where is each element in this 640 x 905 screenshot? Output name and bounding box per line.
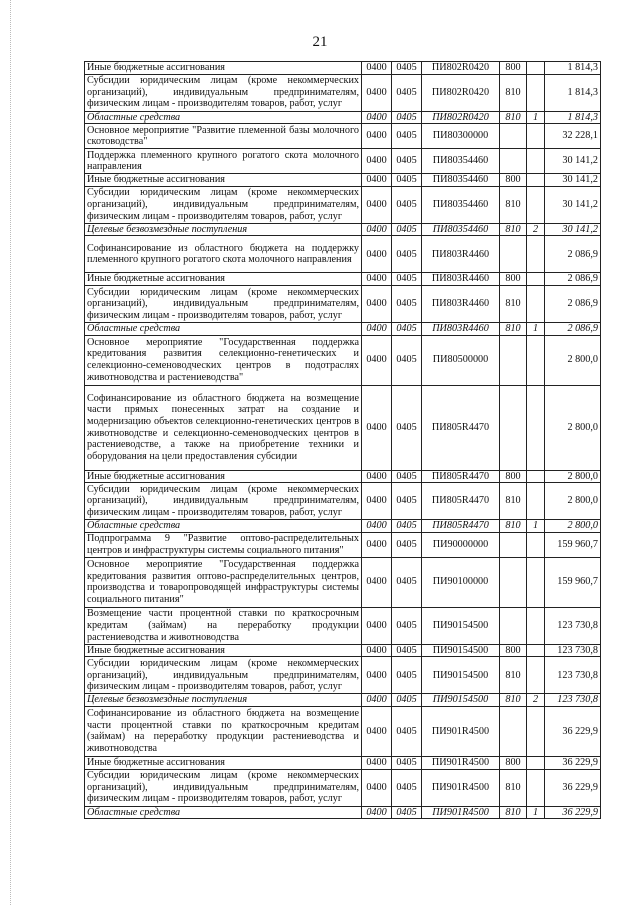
target-article-cell: ПИ802R0420 — [422, 62, 500, 75]
razdel-code-cell: 0405 — [392, 223, 422, 236]
expense-type-cell: 800 — [500, 62, 527, 75]
razdel-code-cell: 0405 — [392, 186, 422, 223]
target-article-cell: ПИ90154500 — [422, 694, 500, 707]
target-article-cell: ПИ805R4470 — [422, 520, 500, 533]
ved-code-cell: 0400 — [362, 385, 392, 470]
table-row — [85, 756, 601, 769]
row-name-cell: Поддержка племенного крупного рогатого скота молочного направления — [85, 149, 362, 174]
table-row — [85, 335, 601, 385]
target-article-cell: ПИ80300000 — [422, 124, 500, 149]
expense-type-cell: 810 — [500, 186, 527, 223]
razdel-code-cell: 0405 — [392, 285, 422, 322]
table-row — [85, 285, 601, 322]
table-row — [85, 149, 601, 174]
funding-source-cell — [527, 124, 545, 149]
row-name-cell: Иные бюджетные ассигнования — [85, 174, 362, 187]
razdel-code-cell: 0405 — [392, 483, 422, 520]
ved-code-cell: 0400 — [362, 756, 392, 769]
funding-source-cell — [527, 657, 545, 694]
amount-cell: 2 800,0 — [545, 470, 601, 483]
razdel-code-cell: 0405 — [392, 694, 422, 707]
target-article-cell: ПИ90154500 — [422, 607, 500, 644]
row-name-cell: Субсидии юридическим лицам (кроме некоммерческих организаций), индивидуальным предпринимателям, физическим лицам - производителям товаров, работ, услуг — [85, 769, 362, 806]
target-article-cell: ПИ901R4500 — [422, 756, 500, 769]
ved-code-cell: 0400 — [362, 607, 392, 644]
expense-type-cell: 800 — [500, 273, 527, 286]
ved-code-cell: 0400 — [362, 62, 392, 75]
table-row — [85, 385, 601, 470]
funding-source-cell — [527, 186, 545, 223]
table-row — [85, 111, 601, 124]
table-row — [85, 657, 601, 694]
amount-cell: 123 730,8 — [545, 694, 601, 707]
expense-type-cell — [500, 124, 527, 149]
budget-table — [84, 61, 601, 819]
target-article-cell: ПИ80354460 — [422, 223, 500, 236]
target-article-cell: ПИ802R0420 — [422, 74, 500, 111]
amount-cell: 36 229,9 — [545, 706, 601, 756]
page-number: 21 — [312, 34, 328, 50]
target-article-cell: ПИ901R4500 — [422, 706, 500, 756]
expense-type-cell: 810 — [500, 223, 527, 236]
target-article-cell: ПИ80354460 — [422, 174, 500, 187]
expense-type-cell — [500, 607, 527, 644]
table-row — [85, 769, 601, 806]
amount-cell: 36 229,9 — [545, 756, 601, 769]
target-article-cell: ПИ80500000 — [422, 335, 500, 385]
razdel-code-cell: 0405 — [392, 769, 422, 806]
ved-code-cell: 0400 — [362, 657, 392, 694]
razdel-code-cell: 0405 — [392, 62, 422, 75]
row-name-cell: Целевые безвозмездные поступления — [85, 694, 362, 707]
funding-source-cell — [527, 470, 545, 483]
row-name-cell: Областные средства — [85, 806, 362, 819]
amount-cell: 30 141,2 — [545, 223, 601, 236]
table-row — [85, 273, 601, 286]
ved-code-cell: 0400 — [362, 483, 392, 520]
funding-source-cell — [527, 706, 545, 756]
table-row — [85, 694, 601, 707]
row-name-cell: Областные средства — [85, 520, 362, 533]
row-name-cell: Софинансирование из областного бюджета на поддержку племенного крупного рогатого скота молочного направления — [85, 236, 362, 273]
expense-type-cell: 810 — [500, 285, 527, 322]
expense-type-cell: 800 — [500, 470, 527, 483]
target-article-cell: ПИ805R4470 — [422, 483, 500, 520]
ved-code-cell: 0400 — [362, 223, 392, 236]
row-name-cell: Иные бюджетные ассигнования — [85, 756, 362, 769]
target-article-cell: ПИ802R0420 — [422, 111, 500, 124]
table-row — [85, 322, 601, 335]
row-name-cell: Субсидии юридическим лицам (кроме некоммерческих организаций), индивидуальным предпринимателям, физическим лицам - производителям товаров, работ, услуг — [85, 657, 362, 694]
ved-code-cell: 0400 — [362, 706, 392, 756]
row-name-cell: Иные бюджетные ассигнования — [85, 644, 362, 657]
ved-code-cell: 0400 — [362, 285, 392, 322]
scan-edge — [0, 0, 11, 905]
row-name-cell: Возмещение части процентной ставки по краткосрочным кредитам (займам) на переработку продукции растениеводства и животноводства — [85, 607, 362, 644]
amount-cell: 159 960,7 — [545, 532, 601, 557]
razdel-code-cell: 0405 — [392, 335, 422, 385]
table-row — [85, 62, 601, 75]
razdel-code-cell: 0405 — [392, 657, 422, 694]
funding-source-cell: 1 — [527, 520, 545, 533]
ved-code-cell: 0400 — [362, 769, 392, 806]
amount-cell: 32 228,1 — [545, 124, 601, 149]
table-row — [85, 236, 601, 273]
razdel-code-cell: 0405 — [392, 74, 422, 111]
ved-code-cell: 0400 — [362, 273, 392, 286]
row-name-cell: Иные бюджетные ассигнования — [85, 470, 362, 483]
amount-cell: 123 730,8 — [545, 657, 601, 694]
funding-source-cell — [527, 769, 545, 806]
expense-type-cell — [500, 149, 527, 174]
expense-type-cell: 800 — [500, 756, 527, 769]
amount-cell: 2 086,9 — [545, 322, 601, 335]
ved-code-cell: 0400 — [362, 806, 392, 819]
razdel-code-cell: 0405 — [392, 706, 422, 756]
amount-cell: 2 800,0 — [545, 520, 601, 533]
row-name-cell: Целевые безвозмездные поступления — [85, 223, 362, 236]
razdel-code-cell: 0405 — [392, 532, 422, 557]
funding-source-cell — [527, 174, 545, 187]
razdel-code-cell: 0405 — [392, 557, 422, 607]
row-name-cell: Субсидии юридическим лицам (кроме некоммерческих организаций), индивидуальным предпринимателям, физическим лицам - производителям товаров, работ, услуг — [85, 285, 362, 322]
table-row — [85, 483, 601, 520]
funding-source-cell: 2 — [527, 694, 545, 707]
target-article-cell: ПИ90100000 — [422, 557, 500, 607]
row-name-cell: Субсидии юридическим лицам (кроме некоммерческих организаций), индивидуальным предпринимателям, физическим лицам - производителям товаров, работ, услуг — [85, 74, 362, 111]
funding-source-cell — [527, 756, 545, 769]
funding-source-cell — [527, 285, 545, 322]
ved-code-cell: 0400 — [362, 74, 392, 111]
ved-code-cell: 0400 — [362, 111, 392, 124]
expense-type-cell: 800 — [500, 174, 527, 187]
target-article-cell: ПИ80354460 — [422, 149, 500, 174]
target-article-cell: ПИ803R4460 — [422, 236, 500, 273]
table-row — [85, 520, 601, 533]
funding-source-cell — [527, 62, 545, 75]
funding-source-cell — [527, 335, 545, 385]
razdel-code-cell: 0405 — [392, 470, 422, 483]
table-row — [85, 223, 601, 236]
table-row — [85, 74, 601, 111]
table-row — [85, 532, 601, 557]
row-name-cell: Подпрограмма 9 "Развитие оптово-распределительных центров и инфраструктуры системы социального питания" — [85, 532, 362, 557]
expense-type-cell: 810 — [500, 74, 527, 111]
target-article-cell: ПИ90154500 — [422, 657, 500, 694]
amount-cell: 1 814,3 — [545, 111, 601, 124]
razdel-code-cell: 0405 — [392, 644, 422, 657]
amount-cell: 2 086,9 — [545, 285, 601, 322]
razdel-code-cell: 0405 — [392, 322, 422, 335]
amount-cell: 36 229,9 — [545, 769, 601, 806]
funding-source-cell: 2 — [527, 223, 545, 236]
razdel-code-cell: 0405 — [392, 385, 422, 470]
ved-code-cell: 0400 — [362, 557, 392, 607]
expense-type-cell: 810 — [500, 694, 527, 707]
table-row — [85, 186, 601, 223]
razdel-code-cell: 0405 — [392, 111, 422, 124]
amount-cell: 36 229,9 — [545, 806, 601, 819]
row-name-cell: Иные бюджетные ассигнования — [85, 273, 362, 286]
row-name-cell: Основное мероприятие "Государственная поддержка кредитования развития оптово-распределительных центров, производства и товаропроводящей инфраструктуры системы социального питания" — [85, 557, 362, 607]
ved-code-cell: 0400 — [362, 174, 392, 187]
ved-code-cell: 0400 — [362, 694, 392, 707]
table-row — [85, 470, 601, 483]
razdel-code-cell: 0405 — [392, 806, 422, 819]
funding-source-cell: 1 — [527, 322, 545, 335]
expense-type-cell: 810 — [500, 806, 527, 819]
target-article-cell: ПИ90154500 — [422, 644, 500, 657]
expense-type-cell: 810 — [500, 769, 527, 806]
razdel-code-cell: 0405 — [392, 756, 422, 769]
expense-type-cell: 810 — [500, 111, 527, 124]
ved-code-cell: 0400 — [362, 532, 392, 557]
razdel-code-cell: 0405 — [392, 174, 422, 187]
amount-cell: 2 800,0 — [545, 385, 601, 470]
funding-source-cell — [527, 532, 545, 557]
funding-source-cell: 1 — [527, 806, 545, 819]
table-row — [85, 174, 601, 187]
target-article-cell: ПИ803R4460 — [422, 322, 500, 335]
target-article-cell: ПИ901R4500 — [422, 806, 500, 819]
table-row — [85, 706, 601, 756]
row-name-cell: Субсидии юридическим лицам (кроме некоммерческих организаций), индивидуальным предпринимателям, физическим лицам - производителям товаров, работ, услуг — [85, 483, 362, 520]
amount-cell: 2 086,9 — [545, 273, 601, 286]
amount-cell: 123 730,8 — [545, 644, 601, 657]
target-article-cell: ПИ805R4470 — [422, 470, 500, 483]
razdel-code-cell: 0405 — [392, 236, 422, 273]
razdel-code-cell: 0405 — [392, 520, 422, 533]
ved-code-cell: 0400 — [362, 124, 392, 149]
expense-type-cell — [500, 335, 527, 385]
amount-cell: 159 960,7 — [545, 557, 601, 607]
funding-source-cell — [527, 557, 545, 607]
amount-cell: 1 814,3 — [545, 62, 601, 75]
row-name-cell: Областные средства — [85, 111, 362, 124]
table-row — [85, 124, 601, 149]
amount-cell: 30 141,2 — [545, 174, 601, 187]
row-name-cell: Основное мероприятие "Государственная поддержка кредитования развития селекционно-генетических и селекционно-семеноводческих центров в подотраслях животноводства и растениеводства" — [85, 335, 362, 385]
expense-type-cell — [500, 236, 527, 273]
target-article-cell: ПИ803R4460 — [422, 273, 500, 286]
target-article-cell: ПИ901R4500 — [422, 769, 500, 806]
ved-code-cell: 0400 — [362, 470, 392, 483]
ved-code-cell: 0400 — [362, 644, 392, 657]
funding-source-cell — [527, 236, 545, 273]
row-name-cell: Областные средства — [85, 322, 362, 335]
table-row — [85, 557, 601, 607]
expense-type-cell — [500, 557, 527, 607]
expense-type-cell: 810 — [500, 483, 527, 520]
funding-source-cell — [527, 644, 545, 657]
funding-source-cell — [527, 607, 545, 644]
expense-type-cell — [500, 706, 527, 756]
expense-type-cell: 810 — [500, 657, 527, 694]
budget-table-body — [85, 62, 601, 819]
row-name-cell: Основное мероприятие "Развитие племенной базы молочного скотоводства" — [85, 124, 362, 149]
amount-cell: 30 141,2 — [545, 149, 601, 174]
table-row — [85, 644, 601, 657]
funding-source-cell — [527, 149, 545, 174]
ved-code-cell: 0400 — [362, 520, 392, 533]
row-name-cell: Иные бюджетные ассигнования — [85, 62, 362, 75]
target-article-cell: ПИ805R4470 — [422, 385, 500, 470]
funding-source-cell — [527, 483, 545, 520]
amount-cell: 2 800,0 — [545, 483, 601, 520]
amount-cell: 2 086,9 — [545, 236, 601, 273]
amount-cell: 1 814,3 — [545, 74, 601, 111]
ved-code-cell: 0400 — [362, 149, 392, 174]
razdel-code-cell: 0405 — [392, 124, 422, 149]
ved-code-cell: 0400 — [362, 236, 392, 273]
amount-cell: 123 730,8 — [545, 607, 601, 644]
ved-code-cell: 0400 — [362, 335, 392, 385]
razdel-code-cell: 0405 — [392, 149, 422, 174]
funding-source-cell — [527, 74, 545, 111]
row-name-cell: Субсидии юридическим лицам (кроме некоммерческих организаций), индивидуальным предпринимателям, физическим лицам - производителям товаров, работ, услуг — [85, 186, 362, 223]
expense-type-cell — [500, 385, 527, 470]
table-row — [85, 806, 601, 819]
ved-code-cell: 0400 — [362, 186, 392, 223]
expense-type-cell: 810 — [500, 520, 527, 533]
target-article-cell: ПИ803R4460 — [422, 285, 500, 322]
target-article-cell: ПИ90000000 — [422, 532, 500, 557]
expense-type-cell: 810 — [500, 322, 527, 335]
target-article-cell: ПИ80354460 — [422, 186, 500, 223]
ved-code-cell: 0400 — [362, 322, 392, 335]
expense-type-cell: 800 — [500, 644, 527, 657]
row-name-cell: Софинансирование из областного бюджета на возмещение части прямых понесенных затрат на создание и модернизацию объектов селекционно-генетических центров в животноводстве и селекционно-семеноводческих центров в растениеводстве, а также на приобретение техники и оборудования на цели предоставления субсидии — [85, 385, 362, 470]
funding-source-cell — [527, 273, 545, 286]
razdel-code-cell: 0405 — [392, 607, 422, 644]
razdel-code-cell: 0405 — [392, 273, 422, 286]
row-name-cell: Софинансирование из областного бюджета на возмещение части процентной ставки по краткосрочным кредитам (займам) на переработку продукции растениеводства и животноводства — [85, 706, 362, 756]
table-row — [85, 607, 601, 644]
funding-source-cell — [527, 385, 545, 470]
expense-type-cell — [500, 532, 527, 557]
amount-cell: 2 800,0 — [545, 335, 601, 385]
amount-cell: 30 141,2 — [545, 186, 601, 223]
funding-source-cell: 1 — [527, 111, 545, 124]
